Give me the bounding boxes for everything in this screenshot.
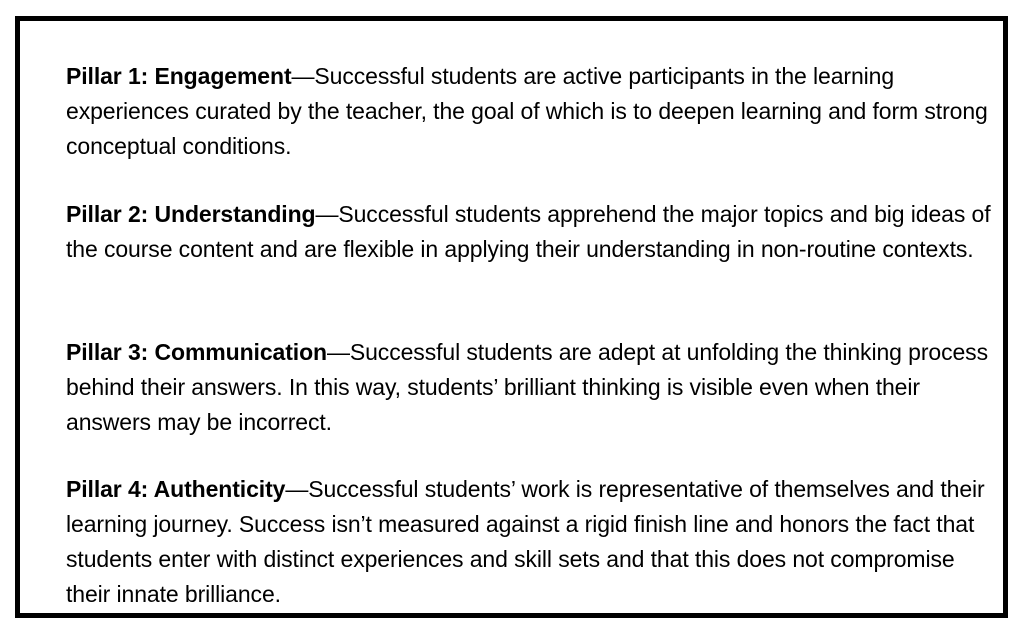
- pillar-4-heading: Pillar 4: Authenticity: [66, 476, 286, 502]
- pillar-1-heading: Pillar 1: Engagement: [66, 63, 292, 89]
- pillar-3-text: —Successful students are adept at unfolding the thinking process behind their answers. In this way, students’ brilliant thinking is visible even when their answers may be incorrect.: [66, 339, 988, 435]
- pillar-4-paragraph: [66, 472, 991, 612]
- pillar-2-text: —Successful students apprehend the major topics and big ideas of the course content and are flexible in applying their understanding in non-routine contexts.: [66, 201, 991, 262]
- pillar-2-paragraph: [66, 197, 991, 267]
- pillars-box: [15, 16, 1008, 618]
- pillar-3-heading: Pillar 3: Communication: [66, 339, 327, 365]
- pillar-1-paragraph: [66, 59, 991, 164]
- pillar-3-paragraph: [66, 335, 991, 440]
- pillar-4-text: —Successful students’ work is representative of themselves and their learning journey. Success isn’t measured against a rigid finish line and honors the fact that students enter with distinct experiences and skill sets and that this does not compromise their innate brilliance.: [66, 476, 985, 607]
- pillar-2-heading: Pillar 2: Understanding: [66, 201, 316, 227]
- pillar-1-text: —Successful students are active participants in the learning experiences curated by the teacher, the goal of which is to deepen learning and form strong conceptual conditions.: [66, 63, 988, 159]
